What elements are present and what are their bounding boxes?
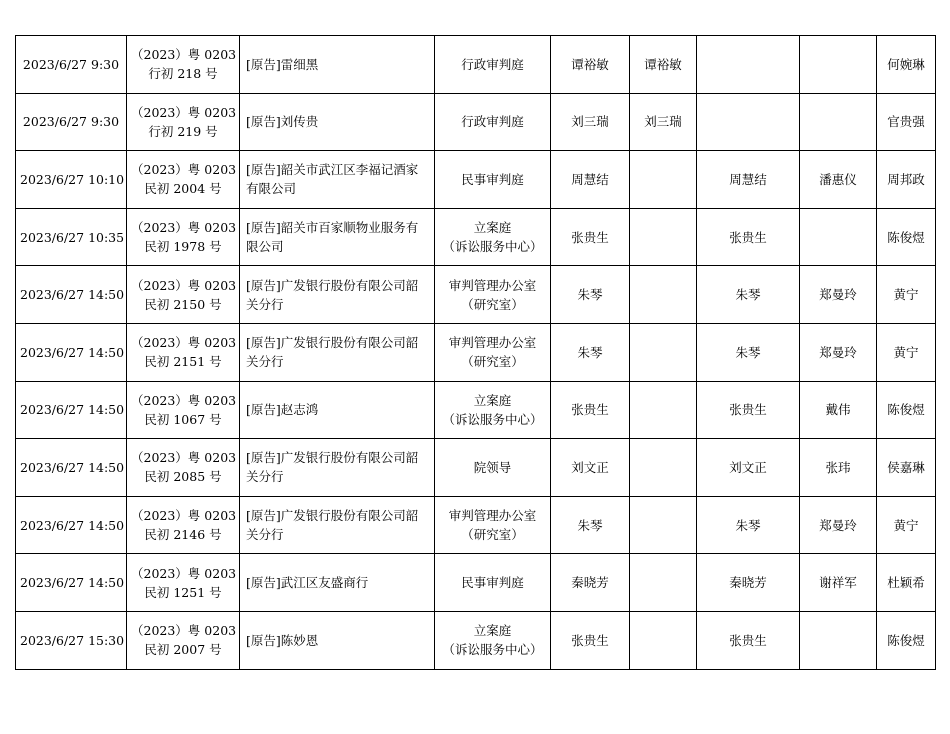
court-name-line2: （诉讼服务中心）: [442, 239, 543, 255]
panel-judge-cell: [697, 323, 800, 381]
clerk-name: 杜颖希: [887, 575, 925, 591]
hearing-time-cell: [16, 36, 127, 94]
presiding-judge: 谭裕敏: [571, 56, 609, 72]
clerk-name: 侯嘉琳: [887, 459, 925, 475]
hearing-time: 2023/6/27 14:50: [20, 287, 125, 303]
party-name: [原告]广发银行股份有限公司韶关分行: [246, 450, 419, 485]
case-number-line2: 民初 2150 号: [144, 296, 222, 312]
party-name: [原告]韶关市百家顺物业服务有限公司: [246, 220, 419, 255]
hearing-time-cell: [16, 208, 127, 266]
case-number-line2: 民初 1067 号: [144, 411, 222, 427]
clerk-name: 周邦政: [887, 171, 925, 187]
court-name-line1: 行政审判庭: [461, 114, 524, 130]
party-cell: [240, 611, 435, 669]
presiding-judge: 刘三瑞: [571, 114, 609, 130]
clerk-name: 黄宁: [893, 287, 919, 303]
case-number-line2: 民初 2085 号: [144, 469, 222, 485]
presiding-judge-cell: [551, 381, 630, 439]
judge-column-cell: [630, 554, 697, 612]
clerk-name: 何婉琳: [887, 56, 925, 72]
hearing-time: 2023/6/27 15:30: [20, 632, 125, 648]
clerk-name: 黄宁: [893, 344, 919, 360]
judge-column-cell: [630, 439, 697, 497]
clerk-name: 黄宁: [893, 517, 919, 533]
hearing-time: 2023/6/27 14:50: [20, 344, 125, 360]
panel-judge-name: 刘文正: [729, 459, 767, 475]
clerk-cell: [877, 208, 936, 266]
court-cell: [435, 554, 551, 612]
party-cell: [240, 554, 435, 612]
panel-member-cell: [800, 323, 877, 381]
presiding-judge: 朱琴: [577, 517, 603, 533]
panel-judge-name: 张贵生: [729, 632, 767, 648]
hearing-time: 2023/6/27 14:50: [20, 459, 125, 475]
hearing-time-cell: [16, 93, 127, 151]
presiding-judge: 张贵生: [571, 632, 609, 648]
presiding-judge: 朱琴: [577, 287, 603, 303]
court-name-line1: 院领导: [473, 459, 512, 475]
court-name-line1: 立案庭: [473, 220, 512, 236]
party-name: [原告]赵志鸿: [246, 402, 319, 418]
party-name: [原告]雷细黑: [246, 56, 319, 72]
party-cell: [240, 439, 435, 497]
hearing-time: 2023/6/27 14:50: [20, 517, 125, 533]
court-name-line1: 民事审判庭: [461, 171, 524, 187]
table-row: [16, 36, 936, 94]
panel-member-name: 郑曼玲: [819, 517, 857, 533]
court-cell: [435, 93, 551, 151]
judge-column-cell: [630, 36, 697, 94]
table-row: [16, 151, 936, 209]
table-row: [16, 611, 936, 669]
table-row: [16, 266, 936, 324]
judge-column-cell: [630, 151, 697, 209]
panel-judge-cell: [697, 151, 800, 209]
clerk-cell: [877, 439, 936, 497]
clerk-cell: [877, 151, 936, 209]
clerk-cell: [877, 266, 936, 324]
panel-member-cell: [800, 611, 877, 669]
panel-member-name: 戴伟: [825, 402, 851, 418]
court-name-line1: 审判管理办公室: [448, 508, 537, 524]
presiding-judge: 周慧结: [571, 171, 609, 187]
party-cell: [240, 208, 435, 266]
table-row: [16, 208, 936, 266]
panel-judge-cell: [697, 554, 800, 612]
hearing-time: 2023/6/27 14:50: [20, 575, 125, 591]
case-number-cell: [127, 554, 240, 612]
hearing-time: 2023/6/27 9:30: [22, 114, 120, 130]
panel-member-cell: [800, 554, 877, 612]
case-number-line2: 行初 219 号: [148, 123, 218, 139]
panel-member-cell: [800, 381, 877, 439]
hearing-time-cell: [16, 611, 127, 669]
hearing-time: 2023/6/27 14:50: [20, 402, 125, 418]
presiding-judge-cell: [551, 36, 630, 94]
hearing-schedule-table: [15, 35, 936, 670]
presiding-judge-cell: [551, 496, 630, 554]
court-name-line1: 审判管理办公室: [448, 277, 537, 293]
case-number-line1: （2023）粤 0203: [131, 162, 237, 178]
judge-name: 刘三瑞: [644, 114, 682, 130]
panel-member-cell: [800, 151, 877, 209]
table-row: [16, 439, 936, 497]
panel-judge-name: 朱琴: [735, 344, 761, 360]
court-name-line2: （研究室）: [461, 354, 524, 370]
court-name-line1: 审判管理办公室: [448, 335, 537, 351]
presiding-judge-cell: [551, 151, 630, 209]
court-cell: [435, 151, 551, 209]
case-number-cell: [127, 611, 240, 669]
case-number-line2: 民初 2004 号: [144, 181, 222, 197]
hearing-time-cell: [16, 496, 127, 554]
panel-judge-name: 朱琴: [735, 517, 761, 533]
hearing-time-cell: [16, 554, 127, 612]
panel-judge-cell: [697, 208, 800, 266]
presiding-judge-cell: [551, 93, 630, 151]
judge-column-cell: [630, 323, 697, 381]
court-name-line2: （研究室）: [461, 296, 524, 312]
party-name: [原告]陈妙恩: [246, 632, 319, 648]
judge-column-cell: [630, 208, 697, 266]
case-number-line1: （2023）粤 0203: [131, 623, 237, 639]
court-cell: [435, 323, 551, 381]
judge-name: 谭裕敏: [644, 56, 682, 72]
case-number-line1: （2023）粤 0203: [131, 47, 237, 63]
case-number-cell: [127, 381, 240, 439]
case-number-cell: [127, 266, 240, 324]
panel-judge-name: 朱琴: [735, 287, 761, 303]
case-number-line1: （2023）粤 0203: [131, 104, 237, 120]
hearing-time-cell: [16, 381, 127, 439]
case-number-line1: （2023）粤 0203: [131, 508, 237, 524]
case-number-cell: [127, 93, 240, 151]
case-number-line2: 民初 1978 号: [144, 239, 222, 255]
presiding-judge: 朱琴: [577, 344, 603, 360]
court-cell: [435, 208, 551, 266]
hearing-time-cell: [16, 151, 127, 209]
table-row: [16, 554, 936, 612]
party-name: [原告]武江区友盛商行: [246, 575, 369, 591]
court-cell: [435, 36, 551, 94]
party-name: [原告]广发银行股份有限公司韶关分行: [246, 335, 419, 370]
hearing-time: 2023/6/27 10:35: [20, 229, 125, 245]
case-number-cell: [127, 323, 240, 381]
court-name-line2: （诉讼服务中心）: [442, 411, 543, 427]
court-cell: [435, 266, 551, 324]
presiding-judge-cell: [551, 611, 630, 669]
case-number-line1: （2023）粤 0203: [131, 220, 237, 236]
judge-column-cell: [630, 93, 697, 151]
party-cell: [240, 151, 435, 209]
panel-judge-name: 张贵生: [729, 402, 767, 418]
panel-judge-name: 周慧结: [729, 171, 767, 187]
court-name-line1: 行政审判庭: [461, 56, 524, 72]
case-number-cell: [127, 496, 240, 554]
party-name: [原告]广发银行股份有限公司韶关分行: [246, 508, 419, 543]
court-name-line1: 民事审判庭: [461, 575, 524, 591]
case-number-line2: 行初 218 号: [148, 66, 218, 82]
panel-member-name: 潘惠仪: [819, 171, 857, 187]
court-name-line1: 立案庭: [473, 392, 512, 408]
case-number-line1: （2023）粤 0203: [131, 335, 237, 351]
judge-column-cell: [630, 381, 697, 439]
clerk-cell: [877, 496, 936, 554]
case-number-cell: [127, 151, 240, 209]
clerk-cell: [877, 93, 936, 151]
panel-judge-cell: [697, 611, 800, 669]
party-name: [原告]韶关市武江区李福记酒家有限公司: [246, 162, 419, 197]
party-cell: [240, 266, 435, 324]
table-row: [16, 323, 936, 381]
panel-judge-cell: [697, 381, 800, 439]
panel-member-name: 郑曼玲: [819, 344, 857, 360]
panel-member-name: 谢祥军: [819, 575, 857, 591]
judge-column-cell: [630, 611, 697, 669]
judge-column-cell: [630, 496, 697, 554]
panel-member-name: 张玮: [825, 459, 851, 475]
panel-judge-cell: [697, 36, 800, 94]
table-body: [16, 36, 936, 670]
panel-member-cell: [800, 496, 877, 554]
hearing-time: 2023/6/27 10:10: [20, 171, 125, 187]
clerk-name: 陈俊煜: [887, 402, 925, 418]
case-number-line2: 民初 2007 号: [144, 642, 222, 658]
case-number-line2: 民初 2151 号: [144, 354, 222, 370]
clerk-cell: [877, 36, 936, 94]
clerk-name: 官贵强: [887, 114, 925, 130]
panel-member-cell: [800, 208, 877, 266]
party-cell: [240, 496, 435, 554]
presiding-judge-cell: [551, 323, 630, 381]
panel-judge-cell: [697, 439, 800, 497]
panel-member-cell: [800, 36, 877, 94]
panel-member-name: 郑曼玲: [819, 287, 857, 303]
clerk-name: 陈俊煜: [887, 229, 925, 245]
panel-judge-cell: [697, 496, 800, 554]
panel-judge-name: 张贵生: [729, 229, 767, 245]
hearing-time: 2023/6/27 9:30: [22, 56, 120, 72]
presiding-judge: 刘文正: [571, 459, 609, 475]
presiding-judge-cell: [551, 554, 630, 612]
panel-member-cell: [800, 439, 877, 497]
clerk-cell: [877, 554, 936, 612]
presiding-judge-cell: [551, 208, 630, 266]
clerk-cell: [877, 381, 936, 439]
table-row: [16, 93, 936, 151]
presiding-judge-cell: [551, 439, 630, 497]
case-number-cell: [127, 208, 240, 266]
panel-judge-cell: [697, 93, 800, 151]
clerk-cell: [877, 611, 936, 669]
court-cell: [435, 439, 551, 497]
clerk-name: 陈俊煜: [887, 632, 925, 648]
party-cell: [240, 323, 435, 381]
hearing-time-cell: [16, 323, 127, 381]
case-number-line1: （2023）粤 0203: [131, 392, 237, 408]
case-number-line2: 民初 1251 号: [144, 584, 222, 600]
party-name: [原告]广发银行股份有限公司韶关分行: [246, 277, 419, 312]
party-cell: [240, 36, 435, 94]
clerk-cell: [877, 323, 936, 381]
court-name-line2: （研究室）: [461, 527, 524, 543]
court-name-line2: （诉讼服务中心）: [442, 642, 543, 658]
panel-member-cell: [800, 266, 877, 324]
presiding-judge: 秦晓芳: [571, 575, 609, 591]
case-number-cell: [127, 36, 240, 94]
party-name: [原告]刘传贵: [246, 114, 319, 130]
court-cell: [435, 381, 551, 439]
case-number-cell: [127, 439, 240, 497]
party-cell: [240, 381, 435, 439]
presiding-judge: 张贵生: [571, 402, 609, 418]
presiding-judge: 张贵生: [571, 229, 609, 245]
case-number-line1: （2023）粤 0203: [131, 450, 237, 466]
case-number-line1: （2023）粤 0203: [131, 277, 237, 293]
panel-judge-name: 秦晓芳: [729, 575, 767, 591]
hearing-time-cell: [16, 439, 127, 497]
case-number-line1: （2023）粤 0203: [131, 565, 237, 581]
party-cell: [240, 93, 435, 151]
hearing-time-cell: [16, 266, 127, 324]
presiding-judge-cell: [551, 266, 630, 324]
table-row: [16, 496, 936, 554]
court-cell: [435, 496, 551, 554]
panel-member-cell: [800, 93, 877, 151]
table-row: [16, 381, 936, 439]
case-number-line2: 民初 2146 号: [144, 527, 222, 543]
judge-column-cell: [630, 266, 697, 324]
panel-judge-cell: [697, 266, 800, 324]
court-cell: [435, 611, 551, 669]
court-name-line1: 立案庭: [473, 623, 512, 639]
